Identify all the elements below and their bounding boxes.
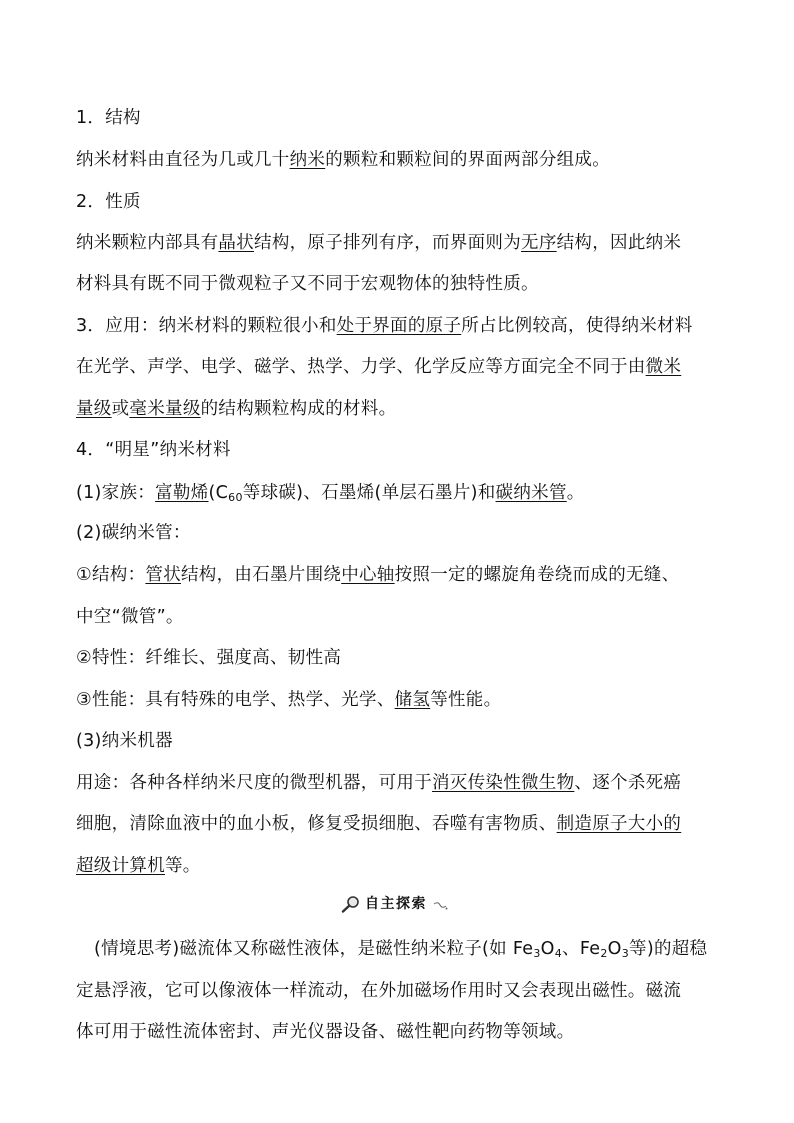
- text: 纳米颗粒内部具有: [76, 233, 219, 253]
- fill-blank: 制造原子大小的: [556, 814, 682, 834]
- fill-blank: 消灭传染性微生物: [432, 773, 575, 793]
- structure-text: [76, 148, 610, 172]
- fill-blank: 富勒烯: [155, 483, 209, 503]
- text: O: [607, 939, 622, 959]
- text: 等。: [165, 856, 201, 876]
- property-text-line-1: [76, 231, 681, 255]
- nanotube-performance: [76, 688, 501, 712]
- section-4-heading: [76, 438, 231, 462]
- text: 在光学、声学、电学、磁学、热学、力学、化学反应等方面完全不同于由: [76, 357, 646, 377]
- text: 按照一定的螺旋角卷绕而成的无缝、: [394, 565, 680, 585]
- fill-blank: 量级: [76, 399, 112, 419]
- fill-blank: 储氢: [394, 690, 431, 710]
- scenario-line-2: 定悬浮液，它可以像液体一样流动，在外加磁场作用时又会表现出磁性。磁流: [76, 981, 682, 1001]
- text: 、逐个杀死癌: [574, 773, 682, 793]
- text: 、Fe: [562, 939, 601, 959]
- fill-blank: 无序: [521, 233, 557, 253]
- fill-blank: 碳纳米管: [495, 483, 567, 503]
- text: 纳米材料由直径为几或几十: [76, 150, 290, 170]
- nanotube-characteristics: ②特性：纤维长、强度高、韧性高: [76, 648, 342, 668]
- decorative-swirl-icon: [433, 900, 449, 912]
- text: 的颗粒和颗粒间的界面两部分组成。: [325, 150, 611, 170]
- text: (C: [208, 483, 229, 503]
- fill-blank: 超级计算机: [76, 856, 165, 876]
- fill-blank: 毫米量级: [129, 399, 201, 419]
- fill-blank: 管状: [145, 565, 181, 585]
- text: 用途：各种各样纳米尺度的微型机器，可用于: [76, 773, 432, 793]
- nanotube-structure-line-2: 中空“微管”。: [76, 607, 184, 627]
- nanomachine-heading: (3)纳米机器: [76, 731, 173, 751]
- section-title: 性质: [105, 192, 141, 212]
- nanotube-structure-line-1: [76, 563, 679, 587]
- self-exploration-heading: [341, 894, 451, 914]
- scenario-line-1: [94, 937, 707, 961]
- text: 的结构颗粒构成的材料。: [200, 399, 397, 419]
- property-text-line-2: 材料具有既不同于微观粒子又不同于宏观物体的独特性质。: [76, 274, 539, 294]
- heading-title: 自主探索: [365, 896, 427, 912]
- section-number: 2．: [76, 192, 106, 212]
- subscript: 60: [228, 491, 243, 504]
- application-line-1: [76, 314, 693, 338]
- text: O: [540, 939, 555, 959]
- text: 所占比例较高，使得纳米材料: [461, 316, 693, 336]
- fill-blank: 晶状: [218, 233, 255, 253]
- subscript: 3: [533, 947, 541, 960]
- family-line: [76, 481, 585, 505]
- section-number: 4．: [76, 440, 106, 460]
- subscript: 4: [554, 947, 563, 960]
- magnifier-icon: [341, 895, 361, 913]
- text: 结构，由石墨片围绕: [181, 565, 342, 585]
- text: 。: [566, 483, 585, 503]
- fill-blank: 纳米: [289, 150, 326, 170]
- text: 结构，因此纳米: [556, 233, 682, 253]
- scenario-line-3: 体可用于磁性流体密封、声光仪器设备、磁性靶向药物等领域。: [76, 1022, 575, 1042]
- text: 结构，原子排列有序，而界面则为: [254, 233, 522, 253]
- application-line-2: [76, 355, 681, 379]
- nanomachine-line-2: [76, 812, 681, 836]
- text: (1)家族：: [76, 483, 156, 503]
- text: 或: [111, 399, 130, 419]
- application-line-3: [76, 397, 396, 421]
- nanomachine-line-3: [76, 854, 201, 878]
- text: 等)的超稳: [629, 939, 708, 959]
- text: ③性能：具有特殊的电学、热学、光学、: [76, 690, 395, 710]
- text: 等球碳)、石墨烯(单层石墨片)和: [242, 483, 496, 503]
- section-2-heading: [76, 190, 141, 214]
- section-title: “明星”纳米材料: [105, 440, 231, 460]
- text: 细胞，清除血液中的血小板，修复受损细胞、吞噬有害物质、: [76, 814, 557, 834]
- nanomachine-line-1: [76, 771, 681, 795]
- fill-blank: 处于界面的原子: [336, 316, 462, 336]
- section-title: 结构: [105, 108, 141, 128]
- subscript: 3: [621, 947, 630, 960]
- section-number: 1．: [76, 108, 106, 128]
- text: 3．应用：纳米材料的颗粒很小和: [76, 316, 337, 336]
- section-1-heading: [76, 106, 141, 130]
- text: ①结构：: [76, 565, 146, 585]
- text: (情境思考)磁流体又称磁性液体，是磁性纳米粒子(如 Fe: [94, 939, 534, 959]
- fill-blank: 微米: [645, 357, 682, 377]
- nanotube-heading: (2)碳纳米管：: [76, 523, 191, 543]
- subscript: 2: [600, 947, 608, 960]
- fill-blank: 中心轴: [341, 565, 395, 585]
- text: 等性能。: [430, 690, 502, 710]
